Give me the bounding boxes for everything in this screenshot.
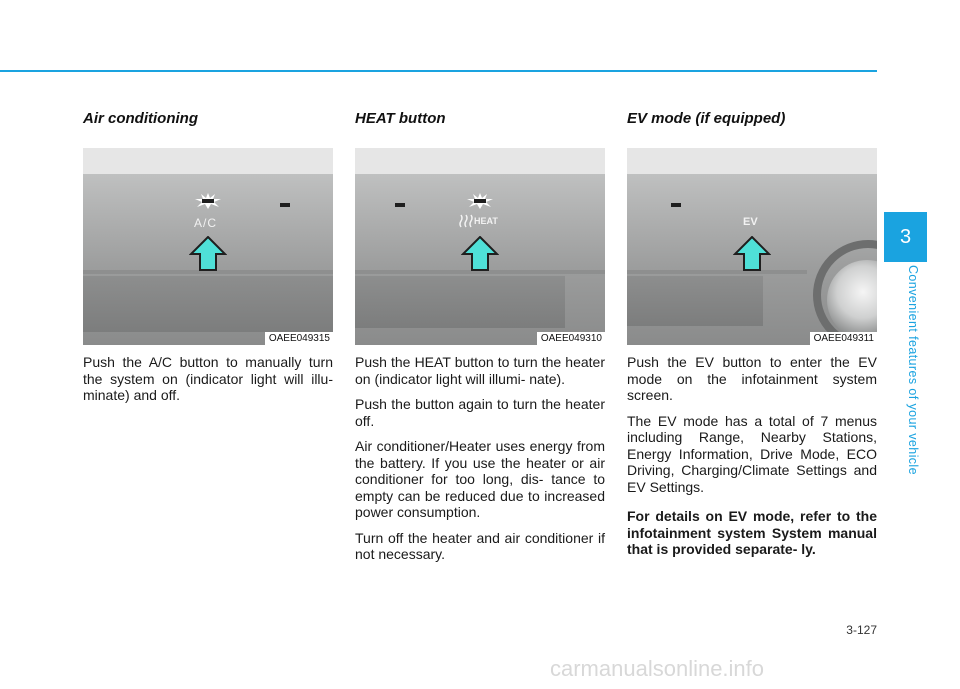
- ac-button-label: A/C: [194, 216, 218, 230]
- paragraph: Push the button again to turn the heater off.: [355, 396, 605, 429]
- sparkle-indicator-icon: [195, 193, 221, 209]
- paragraph: Turn off the heater and air conditioner if not necessary.: [355, 529, 605, 562]
- heat-button-figure: [355, 148, 605, 345]
- watermark: carmanualsonline.info: [550, 656, 765, 681]
- indicator-dash: [395, 203, 405, 207]
- page-number: 3-127: [846, 623, 877, 637]
- heat-waves-icon: [459, 214, 473, 228]
- paragraph: Push the HEAT button to turn the heater on (indicator light will illumi- nate).: [355, 354, 605, 387]
- heat-button-label: HEAT: [474, 216, 498, 226]
- figure-code: OAEE049311: [810, 332, 877, 345]
- section-heat-button: [355, 110, 605, 563]
- indicator-dash: [671, 203, 681, 207]
- indicator-dash: [280, 203, 290, 207]
- figure-code: OAEE049315: [265, 332, 333, 345]
- paragraph: Push the EV button to enter the EV mode on the infotainment system screen.: [627, 354, 877, 403]
- chapter-title: Convenient features of your vehicle: [906, 265, 920, 475]
- top-divider: [0, 70, 877, 72]
- chapter-tab: 3: [884, 212, 927, 262]
- section-heading: Air conditioning: [83, 110, 198, 127]
- paragraph: Push the A/C button to manually turn the system on (indicator light will illu- minate) and off.: [83, 354, 333, 403]
- arrow-up-icon: [461, 236, 499, 272]
- section-ev-mode: [627, 110, 877, 558]
- paragraph: The EV mode has a total of 7 menus including Range, Nearby Stations, Energy Information, Drive Mode, ECO Driving, Charging/Climate Settings and EV Settings.: [627, 412, 877, 495]
- note-paragraph: For details on EV mode, refer to the infotainment system System manual that is provided separate- ly.: [627, 508, 877, 557]
- section-heading: EV mode (if equipped): [627, 110, 786, 127]
- sparkle-indicator-icon: [467, 193, 493, 209]
- ev-button-figure: [627, 148, 877, 345]
- section-heading: HEAT button: [355, 110, 446, 127]
- figure-code: OAEE049310: [537, 332, 605, 345]
- section-air-conditioning: [83, 110, 333, 404]
- ac-button-figure: [83, 148, 333, 345]
- ev-button-label: EV: [743, 216, 758, 228]
- arrow-up-icon: [189, 236, 227, 272]
- chapter-title-vertical: [878, 265, 933, 495]
- paragraph: Air conditioner/Heater uses energy from the battery. If you use the heater or air conditioner for too long, dis- tance to empty can be reduced due to increased power consumption.: [355, 438, 605, 520]
- arrow-up-icon: [733, 236, 771, 272]
